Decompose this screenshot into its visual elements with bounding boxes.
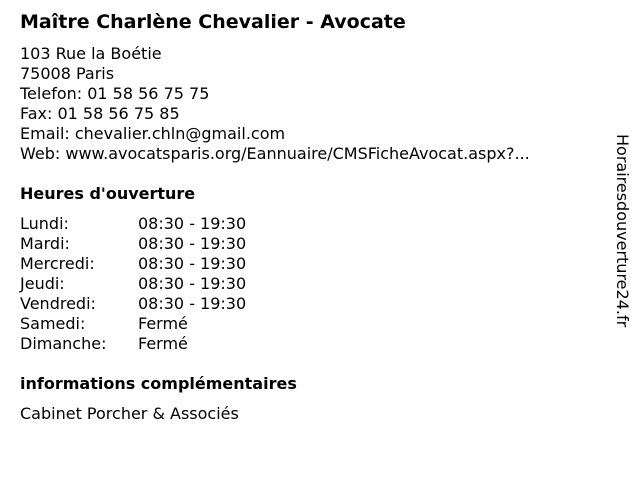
website-link[interactable]: Web: www.avocatsparis.org/Eannuaire/CMSFicheAvocat.aspx?... — [20, 144, 530, 163]
day-label: Mercredi: — [20, 254, 95, 273]
hours-value: Fermé — [138, 334, 188, 353]
hours-value: 08:30 - 19:30 — [138, 294, 247, 313]
additional-info-heading: informations complémentaires — [20, 374, 297, 393]
day-label: Dimanche: — [20, 334, 107, 353]
day-label: Jeudi: — [20, 274, 65, 293]
site-brand-watermark: Horairesdouverture24.fr — [613, 134, 632, 328]
hours-value: 08:30 - 19:30 — [138, 214, 247, 233]
day-label: Samedi: — [20, 314, 86, 333]
day-label: Lundi: — [20, 214, 69, 233]
contact-block — [20, 44, 530, 164]
hours-value: Fermé — [138, 314, 188, 333]
hours-value: 08:30 - 19:30 — [138, 254, 247, 273]
page-title: Maître Charlène Chevalier - Avocate — [20, 11, 406, 33]
day-label: Vendredi: — [20, 294, 96, 313]
phone-number[interactable]: Telefon: 01 58 56 75 75 — [20, 84, 210, 103]
hours-value: 08:30 - 19:30 — [138, 234, 247, 253]
opening-hours-heading: Heures d'ouverture — [20, 184, 196, 203]
address-city: 75008 Paris — [20, 64, 115, 83]
fax-number: Fax: 01 58 56 75 85 — [20, 104, 180, 123]
address-street: 103 Rue la Boétie — [20, 44, 162, 63]
hours-value: 08:30 - 19:30 — [138, 274, 247, 293]
email-address[interactable]: Email: chevalier.chln@gmail.com — [20, 124, 286, 143]
day-label: Mardi: — [20, 234, 70, 253]
additional-info-text: Cabinet Porcher & Associés — [20, 404, 239, 423]
